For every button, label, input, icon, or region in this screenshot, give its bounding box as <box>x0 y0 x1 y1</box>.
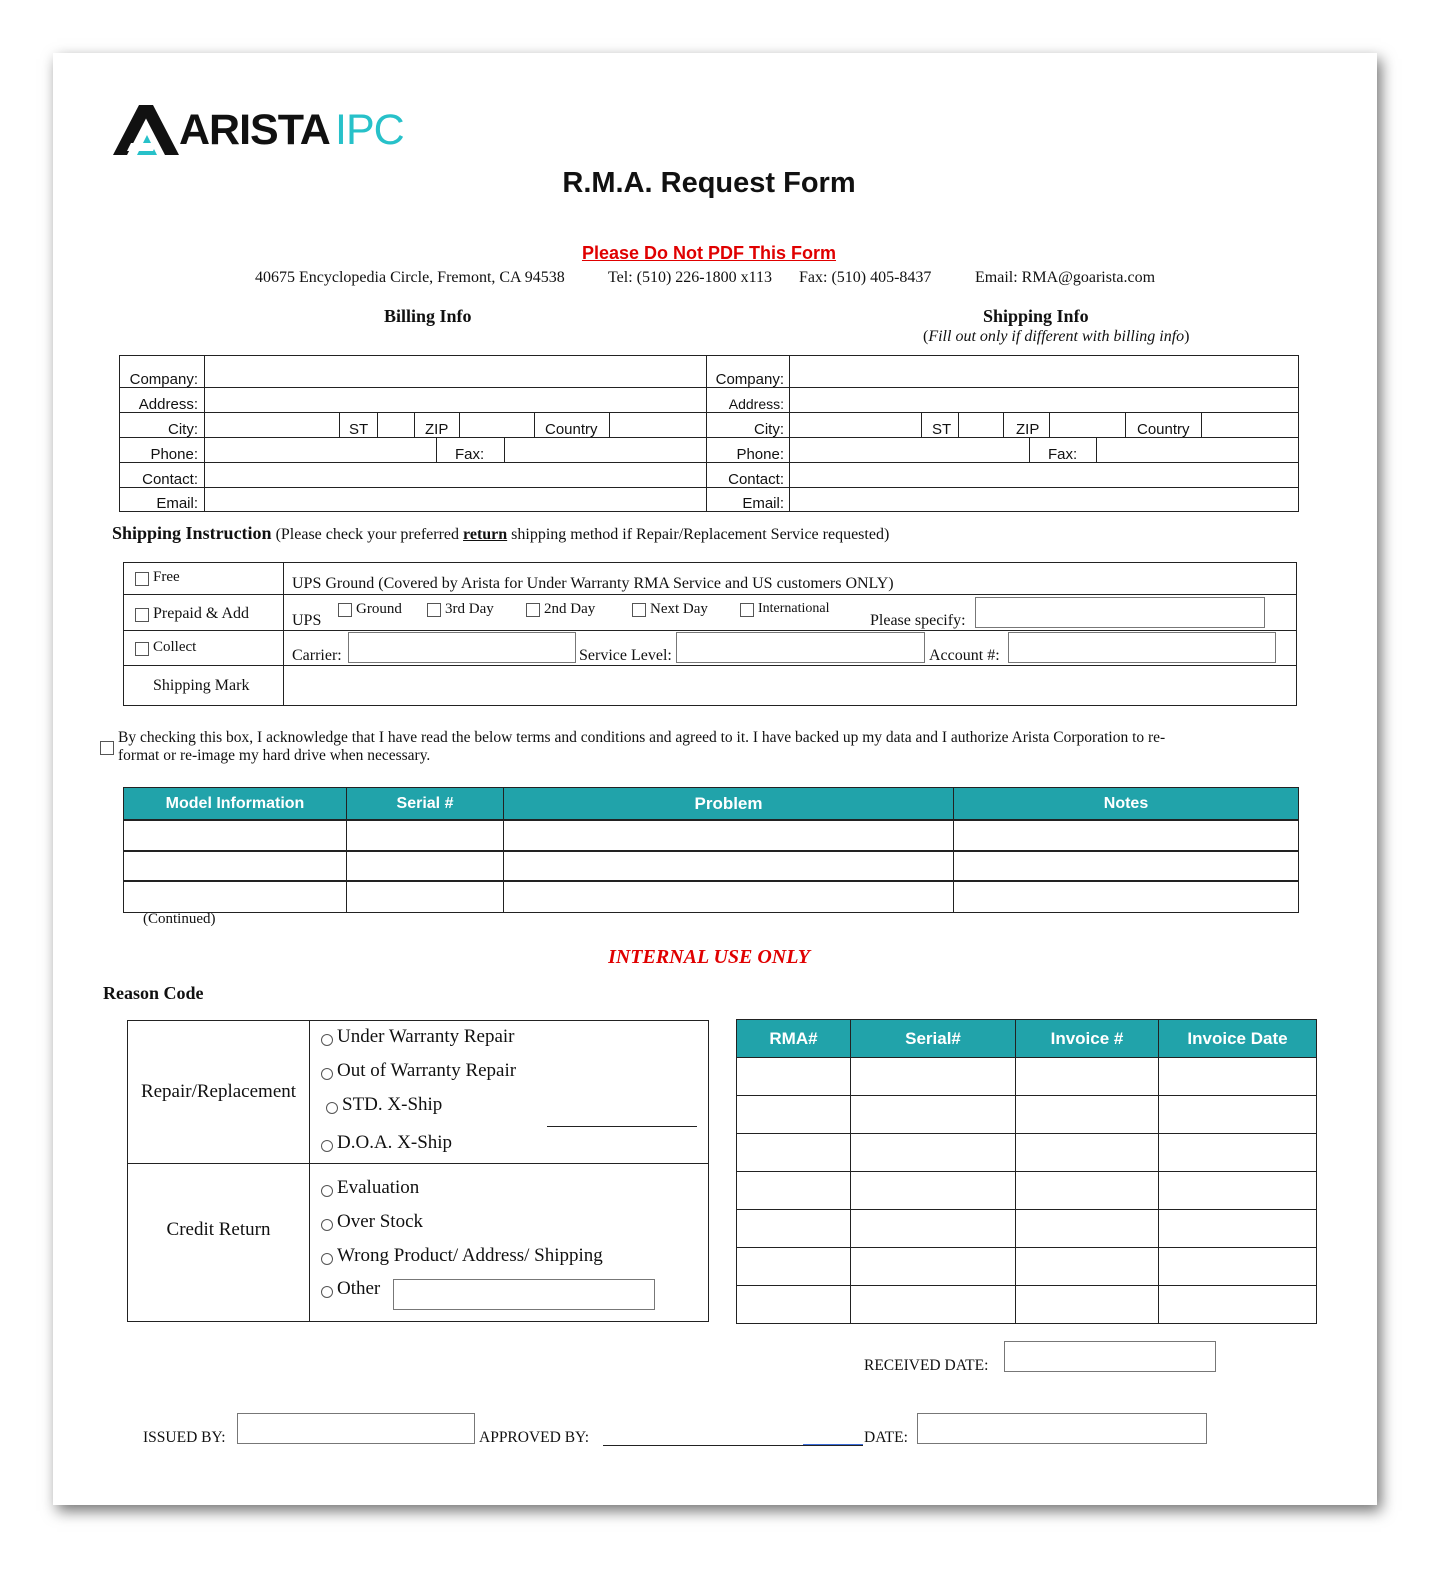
other-label: Other <box>337 1278 381 1299</box>
prepaid-checkbox[interactable] <box>135 608 149 622</box>
free-label: Free <box>153 569 180 585</box>
under-warranty-label: Under Warranty Repair <box>337 1026 515 1047</box>
shipping-address-field[interactable] <box>790 388 1298 412</box>
evaluation-radio[interactable] <box>321 1185 333 1197</box>
contact-fax: Fax: (510) 405-8437 <box>799 269 932 286</box>
rma-table-row[interactable] <box>737 1172 1316 1209</box>
shipping-company-field[interactable] <box>790 356 1298 387</box>
collect-checkbox[interactable] <box>135 642 149 656</box>
issued-by-label: ISSUED BY: <box>143 1429 226 1446</box>
wrong-product-label: Wrong Product/ Address/ Shipping <box>337 1245 603 1266</box>
rma-table-row[interactable] <box>737 1248 1316 1285</box>
ups-ground-checkbox[interactable] <box>338 603 352 617</box>
shipping-mark-label: Shipping Mark <box>153 677 250 694</box>
shipping-fax-label: Fax: <box>1048 446 1078 463</box>
rma-table-row[interactable] <box>737 1210 1316 1247</box>
billing-contact-field[interactable] <box>205 463 706 487</box>
over-stock-label: Over Stock <box>337 1211 424 1232</box>
billing-zip-label: ZIP <box>425 421 449 438</box>
shipping-st-label: ST <box>932 421 952 438</box>
logo-brand-b: IPC <box>335 106 404 154</box>
shipping-contact-label: Contact: <box>728 471 784 488</box>
date-input[interactable] <box>917 1413 1207 1444</box>
free-description: UPS Ground (Covered by Arista for Under Warranty RMA Service and US customers ONLY) <box>292 575 894 592</box>
service-level-label: Service Level: <box>579 647 672 664</box>
model-table-row[interactable] <box>124 821 1298 850</box>
ups-label: UPS <box>292 612 322 629</box>
ups-2nd-day-checkbox[interactable] <box>526 603 540 617</box>
doa-xship-label: D.O.A. X-Ship <box>337 1132 453 1153</box>
rma-table-row[interactable] <box>737 1134 1316 1171</box>
received-date-input[interactable] <box>1004 1341 1216 1372</box>
shipping-country-label: Country <box>1137 421 1190 438</box>
logo-brand-a: ARISTA <box>179 106 330 154</box>
billing-city-label: City: <box>168 421 198 438</box>
rma-table-row[interactable] <box>737 1058 1316 1095</box>
carrier-label: Carrier: <box>292 647 342 664</box>
shipping-heading: Shipping Info <box>983 306 1089 326</box>
std-xship-radio[interactable] <box>326 1102 338 1114</box>
contact-address: 40675 Encyclopedia Circle, Fremont, CA 94538 <box>255 269 565 286</box>
billing-address-field[interactable] <box>205 388 706 412</box>
serial-col-header: Serial # <box>347 788 503 819</box>
contact-tel: Tel: (510) 226-1800 x113 <box>608 269 773 286</box>
under-warranty-radio[interactable] <box>321 1034 333 1046</box>
rma-serial-col-header: Serial# <box>851 1020 1015 1057</box>
approved-by-label: APPROVED BY: <box>479 1429 590 1446</box>
billing-city-field[interactable] <box>205 413 339 437</box>
ups-international-label: International <box>758 601 830 616</box>
notes-col-header: Notes <box>954 788 1298 819</box>
reason-code-table <box>127 1020 709 1322</box>
billing-email-field[interactable] <box>205 488 706 511</box>
date-label: DATE: <box>864 1429 908 1446</box>
acknowledge-text: By checking this box, I acknowledge that I have read the below terms and conditions and agreed to it. I have backed up my data and I authorize Arista Corporation to re- format or re-image my hard drive when necessary. <box>118 729 1166 764</box>
ups-next-day-label: Next Day <box>650 601 708 617</box>
shipping-city-label: City: <box>754 421 784 438</box>
approved-by-line[interactable] <box>603 1445 863 1446</box>
issued-by-input[interactable] <box>237 1413 475 1444</box>
shipping-email-label: Email: <box>742 495 784 512</box>
account-label: Account #: <box>929 647 1000 664</box>
prepaid-label: Prepaid & Add <box>153 605 249 622</box>
billing-fax-label: Fax: <box>455 446 485 463</box>
carrier-input[interactable] <box>348 632 576 663</box>
over-stock-radio[interactable] <box>321 1219 333 1231</box>
billing-phone-label: Phone: <box>150 446 198 463</box>
model-col-header: Model Information <box>124 788 346 819</box>
rma-table-row[interactable] <box>737 1096 1316 1133</box>
model-table-row[interactable] <box>124 882 1298 911</box>
credit-return-label: Credit Return <box>166 1219 271 1240</box>
page-title: R.M.A. Request Form <box>562 167 856 199</box>
invoice-date-col-header: Invoice Date <box>1159 1020 1316 1057</box>
logo <box>113 103 413 157</box>
other-input[interactable] <box>393 1279 655 1310</box>
billing-company-label: Company: <box>129 371 198 388</box>
ups-next-day-checkbox[interactable] <box>632 603 646 617</box>
free-checkbox[interactable] <box>135 572 149 586</box>
contact-email: Email: RMA@goarista.com <box>975 269 1156 286</box>
shipping-contact-field[interactable] <box>790 463 1298 487</box>
continued-text: (Continued) <box>143 911 216 927</box>
service-level-input[interactable] <box>676 632 925 663</box>
shipping-email-field[interactable] <box>790 488 1298 511</box>
rma-table <box>736 1019 1317 1324</box>
shipping-instruction-heading: Shipping Instruction (Please check your preferred return shipping method if Repair/Replacement Service requested) <box>112 523 890 543</box>
ups-3rd-day-label: 3rd Day <box>445 601 494 617</box>
shipping-phone-label: Phone: <box>736 446 784 463</box>
received-date-label: RECEIVED DATE: <box>864 1357 989 1374</box>
shipping-zip-label: ZIP <box>1016 421 1040 438</box>
reason-code-heading: Reason Code <box>103 983 204 1003</box>
out-of-warranty-label: Out of Warranty Repair <box>337 1060 517 1081</box>
shipping-method-table <box>123 562 1297 706</box>
invoice-col-header: Invoice # <box>1016 1020 1158 1057</box>
shipping-address-label: Address: <box>728 396 784 412</box>
shipping-phone-field[interactable] <box>790 438 1029 462</box>
please-specify-label: Please specify: <box>870 612 966 629</box>
model-table <box>123 787 1299 913</box>
wrong-product-radio[interactable] <box>321 1253 333 1265</box>
model-table-row[interactable] <box>124 852 1298 880</box>
billing-st-label: ST <box>349 421 369 438</box>
ups-ground-label: Ground <box>356 601 402 617</box>
form-page <box>53 53 1377 1505</box>
std-xship-line[interactable] <box>547 1126 697 1127</box>
problem-col-header: Problem <box>504 788 953 819</box>
rma-table-row[interactable] <box>737 1286 1316 1323</box>
please-specify-input[interactable] <box>975 597 1265 628</box>
billing-country-label: Country <box>545 421 598 438</box>
doa-xship-radio[interactable] <box>321 1140 333 1152</box>
approved-by-line-accent <box>803 1444 863 1445</box>
shipping-note: (Fill out only if different with billing info) <box>923 328 1190 345</box>
other-radio[interactable] <box>321 1286 333 1298</box>
billing-company-field[interactable] <box>205 356 706 387</box>
billing-heading: Billing Info <box>384 306 472 326</box>
repair-replacement-label: Repair/Replacement <box>140 1081 297 1102</box>
rma-col-header: RMA# <box>737 1020 850 1057</box>
ups-international-checkbox[interactable] <box>740 603 754 617</box>
evaluation-label: Evaluation <box>337 1177 420 1198</box>
acknowledge-checkbox[interactable] <box>100 741 114 755</box>
std-xship-label: STD. X-Ship <box>342 1094 443 1115</box>
ups-3rd-day-checkbox[interactable] <box>427 603 441 617</box>
billing-phone-field[interactable] <box>205 438 436 462</box>
billing-address-label: Address: <box>138 396 198 413</box>
warning-text: Please Do Not PDF This Form <box>581 243 837 263</box>
ups-2nd-day-label: 2nd Day <box>544 601 596 617</box>
account-input[interactable] <box>1008 632 1276 663</box>
billing-email-label: Email: <box>156 495 198 512</box>
logo-mark-icon <box>113 103 183 157</box>
billing-contact-label: Contact: <box>142 471 198 488</box>
shipping-company-label: Company: <box>715 371 784 388</box>
info-table <box>119 355 1299 512</box>
out-of-warranty-radio[interactable] <box>321 1068 333 1080</box>
shipping-city-field[interactable] <box>790 413 921 437</box>
internal-use-label: INTERNAL USE ONLY <box>608 946 810 968</box>
shipping-mark-field[interactable] <box>284 666 1296 705</box>
collect-label: Collect <box>153 639 197 655</box>
